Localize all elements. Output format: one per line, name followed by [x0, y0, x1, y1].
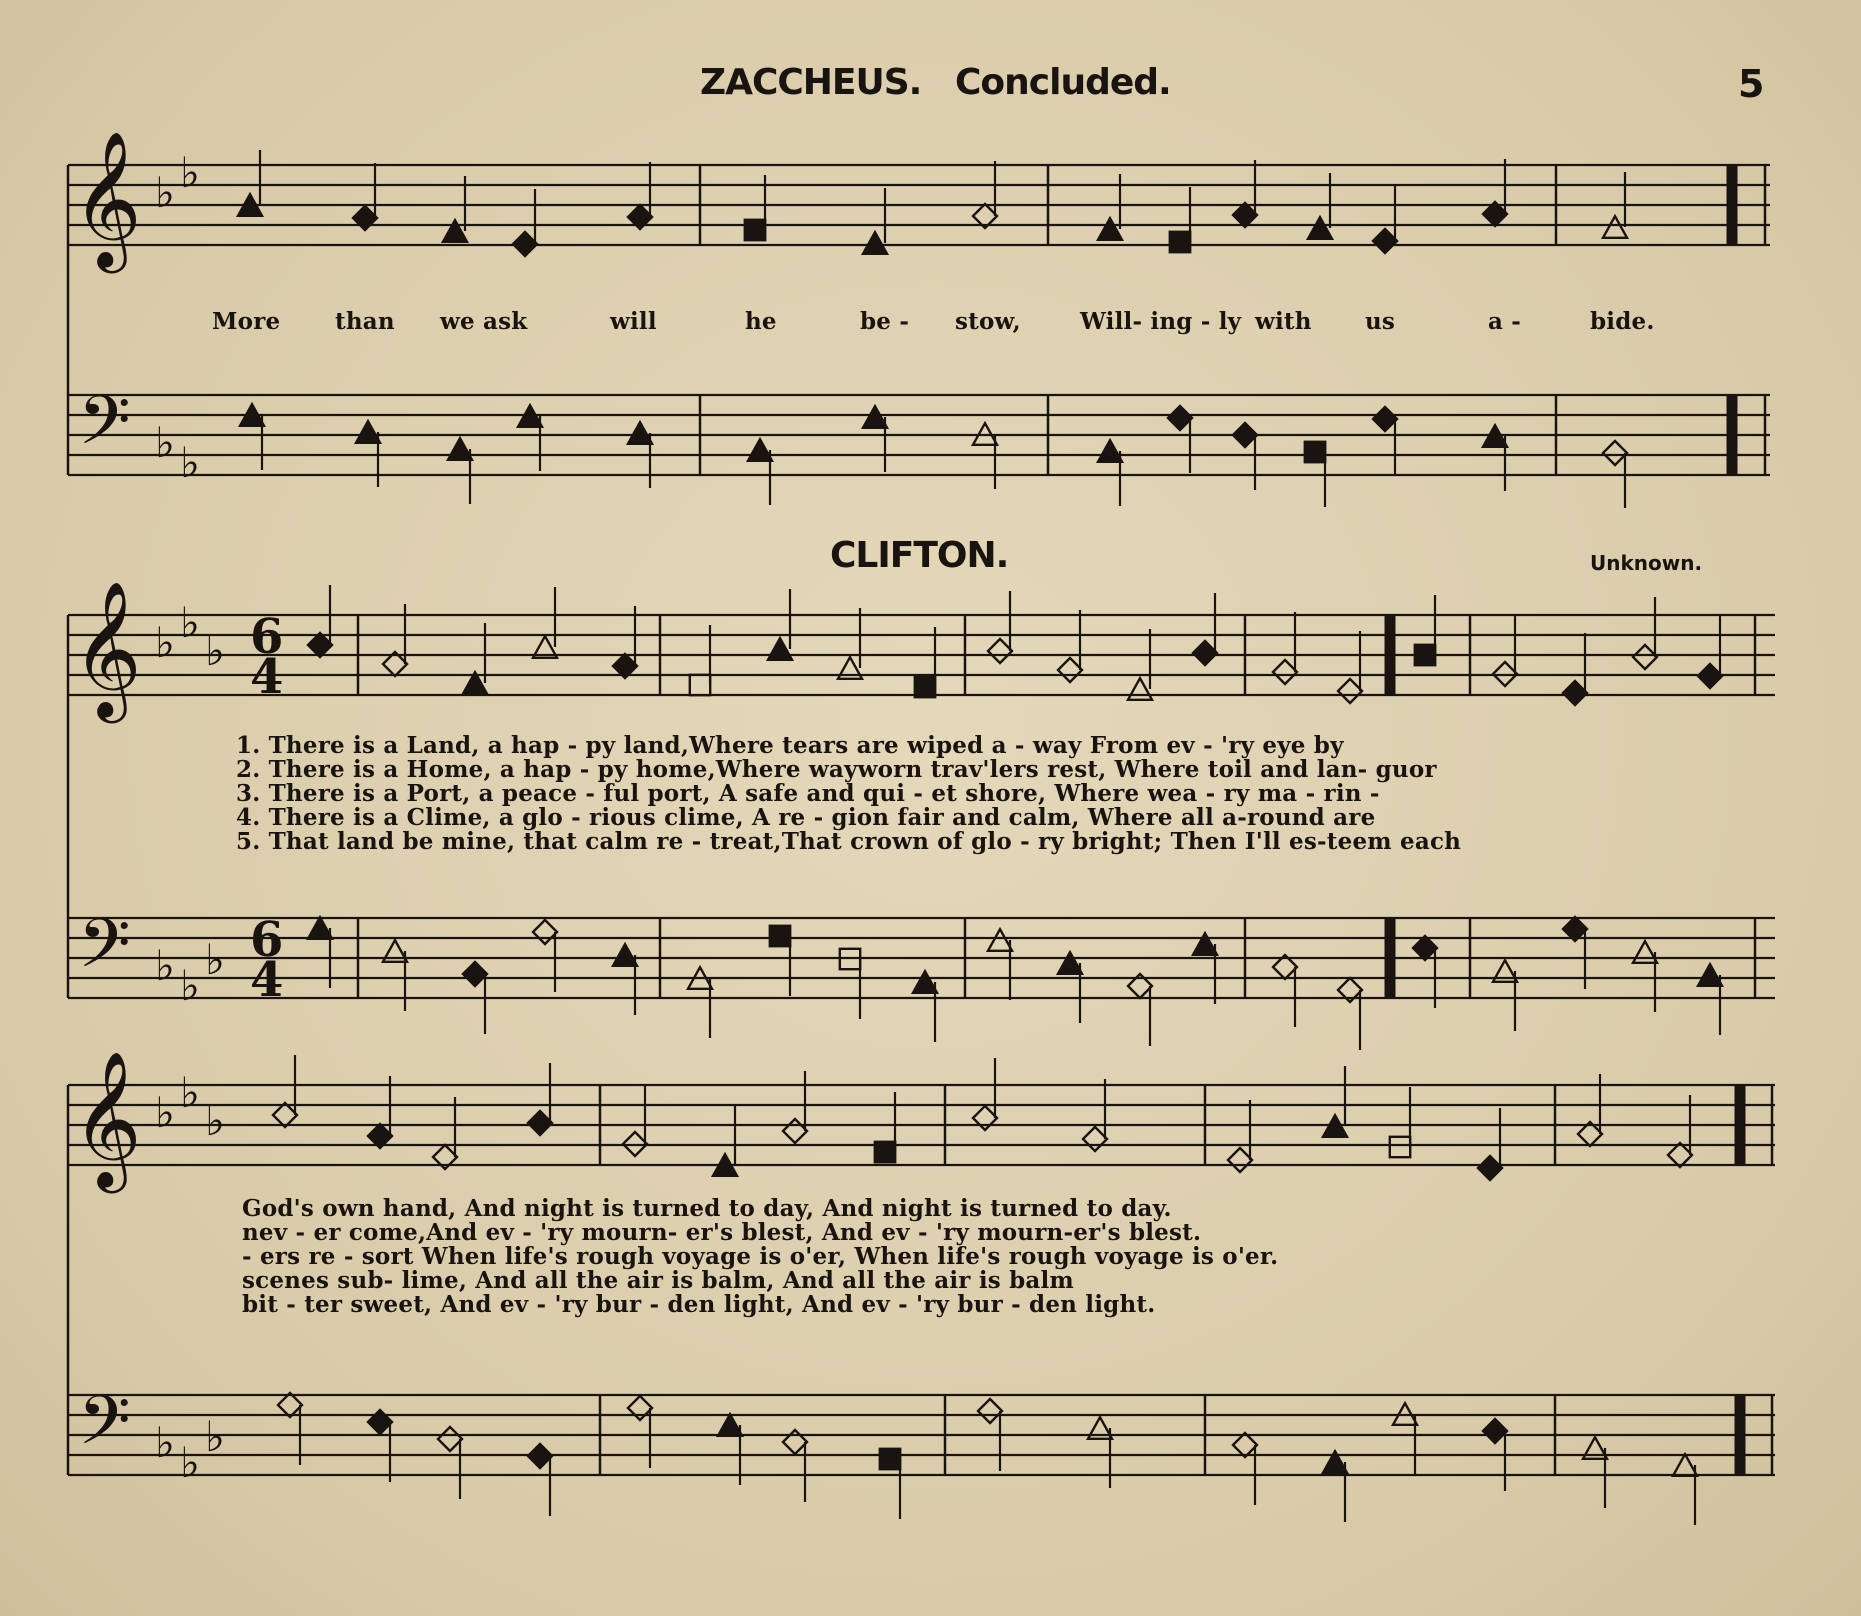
note-head [1698, 664, 1722, 688]
note-head [1390, 1137, 1410, 1157]
note-head [533, 920, 557, 944]
lyric-syllable: be - [860, 308, 910, 335]
note-head [368, 1410, 392, 1434]
note-head [1483, 1419, 1507, 1443]
note-head [863, 232, 887, 254]
note-head [278, 1393, 302, 1417]
time-signature-top: 6 [250, 609, 284, 665]
note-head [613, 944, 637, 966]
note-head [1098, 218, 1122, 240]
note-head [745, 220, 765, 240]
lyric-syllable: will [610, 308, 657, 335]
verse-4-line: 4. There is a Clime, a glo - rious clime, A re - gion fair and calm, Where all a-round are [236, 804, 1376, 831]
zaccheus-bass-staff [68, 395, 1770, 475]
note-head [1415, 645, 1435, 665]
treble-clef-icon: 𝄞 [72, 1049, 142, 1187]
note-head [1273, 660, 1297, 684]
verse-3-line: 3. There is a Port, a peace - ful port, A safe and qui - et shore, Where wea - ry ma - rin - [236, 780, 1380, 807]
flat-icon: ♭ [205, 1412, 225, 1461]
note-head [1233, 203, 1257, 227]
note-head [443, 220, 467, 242]
note-head [783, 1430, 807, 1454]
note-head [1098, 440, 1122, 462]
hymn-title: CLIFTON. [830, 535, 1009, 576]
note-head [1193, 641, 1217, 665]
note-head [1168, 406, 1192, 430]
verse-1-line: God's own hand, And night is turned to day, And night is turned to day. [242, 1195, 1172, 1222]
page-subtitle: Concluded. [955, 62, 1171, 103]
lyric-syllable: us [1365, 308, 1396, 335]
flat-icon: ♭ [180, 598, 200, 647]
note-head [988, 929, 1012, 951]
flat-icon: ♭ [155, 1418, 175, 1467]
note-head [1338, 679, 1362, 703]
lyric-syllable: we ask [440, 308, 528, 335]
verse-2-line: 2. There is a Home, a hap - py home,Where wayworn trav'lers rest, Where toil and lan- guor [236, 756, 1437, 783]
lyric-syllable: Will- ing - ly [1080, 308, 1242, 335]
note-head [628, 1396, 652, 1420]
time-signature-top: 6 [250, 912, 284, 968]
verse-3-line: - ers re - sort When life's rough voyage is o'er, When life's rough voyage is o'er. [242, 1243, 1279, 1270]
verse-4-line: scenes sub- lime, And all the air is balm, And all the air is balm [242, 1267, 1074, 1294]
note-head [748, 439, 772, 461]
note-head [1305, 442, 1325, 462]
note-head [1058, 658, 1082, 682]
note-head [513, 232, 537, 256]
lyric-syllable: stow, [955, 308, 1021, 335]
note-head [1128, 678, 1152, 700]
clifton-bass-staff-2 [68, 1395, 1775, 1475]
flat-icon: ♭ [155, 618, 175, 667]
note-head [690, 675, 710, 695]
note-head [875, 1142, 895, 1162]
note-head [863, 406, 887, 428]
note-head [770, 926, 790, 946]
note-head [356, 421, 380, 443]
verse-1-line: 1. There is a Land, a hap - py land,Where tears are wiped a - way From ev - 'ry eye by [236, 732, 1344, 759]
flat-icon: ♭ [155, 941, 175, 990]
note-head [1308, 217, 1332, 239]
flat-icon: ♭ [155, 1088, 175, 1137]
note-head [1170, 232, 1190, 252]
note-head [718, 1414, 742, 1436]
bass-clef-icon: 𝄢 [78, 905, 131, 1000]
lyric-syllable: he [745, 308, 777, 335]
note-head [273, 1103, 297, 1127]
bass-clef-icon: 𝄢 [78, 382, 131, 477]
note-head [973, 1106, 997, 1130]
note-head [1083, 1127, 1107, 1151]
flat-icon: ♭ [180, 961, 200, 1010]
note-head [1478, 1156, 1502, 1180]
note-head [1373, 229, 1397, 253]
flat-icon: ♭ [180, 148, 200, 197]
note-head [1228, 1148, 1252, 1172]
note-head [1373, 407, 1397, 431]
note-head [308, 917, 332, 939]
page-title: ZACCHEUS. [700, 62, 922, 103]
composer-credit: Unknown. [1590, 551, 1703, 575]
treble-clef-icon: 𝄞 [72, 129, 142, 267]
note-head [1673, 1454, 1697, 1476]
note-head [438, 1427, 462, 1451]
lyric-syllable: than [335, 308, 395, 335]
flat-icon: ♭ [180, 1068, 200, 1117]
lyric-syllable: a - [1488, 308, 1522, 335]
lyric-syllable: bide. [1590, 308, 1655, 335]
verse-5-line: 5. That land be mine, that calm re - treat,That crown of glo - ry bright; Then I'll es-teem each [236, 828, 1462, 855]
note-head [1058, 952, 1082, 974]
flat-icon: ♭ [155, 418, 175, 467]
flat-icon: ♭ [205, 935, 225, 984]
note-head [915, 677, 935, 697]
note-head [1233, 423, 1257, 447]
note-head [978, 1399, 1002, 1423]
page-number: 5 [1738, 62, 1765, 106]
flat-icon: ♭ [155, 168, 175, 217]
note-head [1233, 1433, 1257, 1457]
note-head [308, 633, 332, 657]
note-head [628, 422, 652, 444]
note-head [768, 638, 792, 660]
clifton-treble-staff-2 [68, 1085, 1775, 1165]
zaccheus-treble-staff [68, 165, 1770, 245]
lyric-syllable: More [212, 308, 281, 335]
flat-icon: ♭ [180, 1438, 200, 1487]
note-head [463, 962, 487, 986]
note-head [1633, 941, 1657, 963]
bass-clef-icon: 𝄢 [78, 1382, 131, 1477]
note-head [353, 206, 377, 230]
flat-icon: ♭ [205, 626, 225, 675]
flat-icon: ♭ [205, 1096, 225, 1145]
note-head [528, 1111, 552, 1135]
note-head [1603, 216, 1627, 238]
flat-icon: ♭ [180, 438, 200, 487]
note-head [528, 1444, 552, 1468]
time-signature-bottom: 4 [250, 952, 284, 1008]
verse-5-line: bit - ter sweet, And ev - 'ry bur - den light, And ev - 'ry bur - den light. [242, 1291, 1156, 1318]
note-head [1563, 681, 1587, 705]
note-head [988, 639, 1012, 663]
note-head [1668, 1143, 1692, 1167]
note-head [1633, 645, 1657, 669]
note-head [448, 438, 472, 460]
note-head [1603, 441, 1627, 465]
note-head [1193, 933, 1217, 955]
verse-2-line: nev - er come,And ev - 'ry mourn- er's blest, And ev - 'ry mourn-er's blest. [242, 1219, 1202, 1246]
note-head [880, 1449, 900, 1469]
note-head [783, 1119, 807, 1143]
note-head [1413, 936, 1437, 960]
time-signature-bottom: 4 [250, 649, 284, 705]
lyric-syllable: with [1255, 308, 1312, 335]
note-head [913, 971, 937, 993]
note-head [1698, 964, 1722, 986]
treble-clef-icon: 𝄞 [72, 579, 142, 717]
